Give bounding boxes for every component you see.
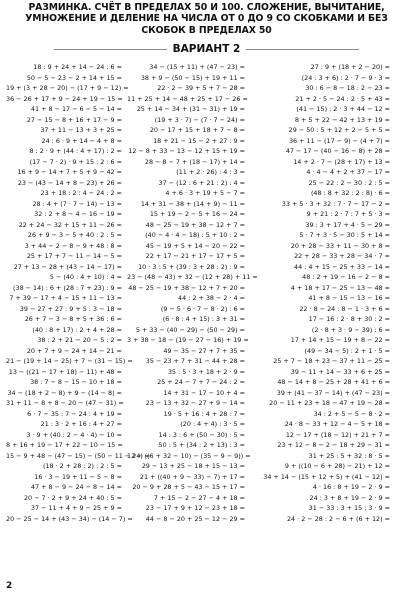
exercise-item: (2 · 8 + 3 · 9 − 39) : 6 = (311, 325, 390, 334)
exercise-item: 15 + 19 − 2 − 5 + 16 − 24 = (149, 210, 245, 218)
exercise-item: 12 − ((6 + 32 − 10) − (35 − 9 − 9)) = (127, 451, 251, 460)
variant-heading (0, 43, 413, 55)
exercise-item: 41 + 8 − 15 − 13 − 16 = (308, 294, 390, 302)
exercise-item: 21 + 2 · 5 − 24 : 2 · 5 + 43 = (295, 94, 390, 103)
exercise-item: 20 + 28 − 33 + 11 − 30 + 8 = (290, 241, 390, 250)
exercise-item: 38 : 7 − 8 − 15 − 10 + 18 = (30, 378, 122, 386)
exercise-item: 11 + 25 + 14 − 48 + 25 + 17 − 26 = (127, 94, 248, 103)
exercise-item: 23 − (43 − 14 + 8 − 23) + 26 = (17, 178, 122, 187)
exercise-item: (17 − 7 · 2) · 9 + 15 : 2 : 6 = (29, 157, 122, 166)
exercise-item: (49 − 34 − 5) : 2 + 1 · 5 = (304, 346, 390, 355)
exercise-item: 4 · 4 − 4 + 2 + 37 − 17 = (306, 168, 390, 176)
exercise-item: 5 + 33 − (40 − 29) − (50 − 29) = (135, 325, 245, 334)
exercise-item: (40 − 4 · 4 − 18) : 5 + 10 : 2 = (145, 231, 245, 239)
exercise-item: 44 − 8 − 20 + 25 − 12 − 29 = (145, 514, 245, 523)
exercise-item: 22 + 24 − 32 + 15 + 11 − 26 = (18, 220, 122, 229)
exercise-item: (20 : 4 + 4) : 3 · 5 = (180, 420, 245, 428)
exercise-item: 22 · 8 − 24 : 8 − 1 · 3 + 6 = (299, 304, 390, 313)
exercise-item: (41 − 15) : 2 · 3 + 44 − 12 = (296, 105, 390, 113)
exercise-item: (38 − 14) : 6 + (28 : 7 + 23) : 9 = (13, 283, 122, 292)
exercise-item: 31 + 11 − 8 + 8 − 20 − (47 − 31) = (6, 399, 124, 407)
exercise-item: 44 : 2 + 38 − 2 · 4 = (178, 294, 245, 302)
exercise-item: 29 − 50 : 5 + 12 + 2 − 5 + 5 = (288, 126, 390, 134)
exercise-item: 17 − 16 : 2 · 8 + 30 : 2 = (308, 315, 390, 323)
exercise-item: 28 : 4 + (7 · 7 − 14) − 13 = (32, 199, 122, 208)
exercise-item: 19 + (3 + 28 − 20) − (17 + 9 − 12) = (6, 84, 129, 92)
exercise-item: 29 − 13 + 25 − 18 + 15 − 13 = (141, 462, 245, 470)
exercise-item: 47 − 17 − (40 − 16 − 8) + 28 = (285, 147, 390, 155)
exercise-item: 37 + 11 − 13 + 3 + 25 = (40, 126, 122, 134)
exercise-item: 7 + 39 − 17 + 4 − 15 + 11 − 13 = (9, 294, 122, 302)
exercise-item: 5 − (40 : 4 + 10) : 4 = (49, 273, 122, 281)
exercise-item: 14 + 2 · 7 − (28 + 17) + 13 = (293, 157, 390, 166)
exercise-item: 25 + 7 − 18 + 23 − 37 + 11 − 25 = (273, 357, 390, 365)
exercise-item: 3 + 38 − 18 − (19 − 27 − 16) + 19 = (127, 336, 249, 344)
exercise-column-2 (127, 62, 258, 524)
exercise-item: 22 · 2 − 39 + 5 + 7 − 28 = (157, 84, 245, 92)
exercise-item: 27 + 13 − 28 + (43 − 14 − 17) = (13, 262, 122, 271)
exercise-item: 8 : 2 · 9 + (44 : 4 + 17) : 2 = (29, 147, 122, 155)
exercise-item: 21 + ((40 + 9 − 33) − 7) + 17 = (139, 472, 245, 481)
exercise-item: 25 + 17 + 7 − 11 − 14 − 5 = (26, 252, 122, 260)
exercise-item: 18 + 21 − 15 − 2 + 27 : 9 = (153, 136, 245, 145)
exercise-item: 48 : 2 + 19 − 16 − 2 − 8 = (302, 273, 390, 281)
exercise-item: 7 + 15 − 2 − 27 − 4 + 18 = (153, 493, 245, 502)
exercise-item: 25 − 22 : 2 − 30 : 2 : 5 = (308, 178, 390, 187)
exercise-item: 39 : 3 + 17 + 4 · 5 − 29 = (305, 220, 390, 229)
exercise-item: 34 − (18 + 2 − 8) + 9 − (14 − 8) = (7, 388, 122, 397)
exercise-item: 12 − 8 + 33 − 13 − 12 + 15 + 19 = (128, 147, 245, 155)
exercise-item: 38 : 2 + 21 − 20 − 5 : 2 = (37, 336, 122, 344)
exercise-item: 36 + 11 − (17 − 9) − (4 + 7) = (288, 136, 390, 145)
exercise-item: 50 − 5 − 23 − 2 + 14 + 15 = (26, 73, 122, 82)
exercise-item: (24 : 3 + 6) : 2 · 7 − 9 · 3 = (301, 73, 390, 82)
exercise-item: 20 − 25 − 14 + (43 − 34) − (14 − 7) = (6, 514, 133, 523)
exercise-item: 49 − 35 − 27 + 7 + 35 = (163, 346, 245, 355)
exercise-item: 31 − 33 : 3 + 15 : 3 · 9 = (308, 504, 390, 512)
exercise-item: 16 · 3 − 19 + 11 − 5 − 8 = (34, 472, 122, 481)
exercise-item: 25 + 14 − 34 + (31 − 31) + 19 = (136, 105, 245, 113)
exercise-item: 45 − 19 + 5 + 14 − 20 − 22 = (145, 241, 245, 250)
page-number: 2 (6, 581, 13, 591)
exercise-item: 4 + 18 + 17 − 25 − 13 − 48 = (290, 283, 390, 292)
exercise-item: 3 · 9 + (40 : 2 − 4 · 4) − 10 = (26, 430, 122, 439)
exercise-item: 23 + 12 − 8 − 2 − 18 + 29 − 31 = (277, 441, 390, 449)
exercise-item: (19 + 3 · 7) − (7 · 7 − 24) = (154, 115, 245, 124)
exercise-item: 41 + 8 − 17 − 6 − 5 − 14 = (30, 105, 122, 113)
exercise-item: 23 − (48 − 43) + 32 − (12 + 28) + 11 = (127, 273, 258, 281)
exercise-item: 33 + 5 · 3 + 32 : 7 · 7 − 17 − 2 = (281, 199, 390, 208)
exercise-item: 39 + (41 − 37 − 14) + (47 − 23) = (276, 388, 390, 397)
exercise-item: 23 − 13 + 32 − 27 + 9 − 14 = (145, 399, 245, 407)
exercise-item: 38 + 9 − (50 − 15) + 19 + 11 = (140, 73, 245, 82)
exercise-item: 8 + 16 + 19 − 17 + 22 − 10 − 15 = (6, 441, 123, 449)
exercise-item: 16 + 9 − 14 + 7 + 5 + 9 − 42 = (17, 168, 122, 176)
exercise-item: (6 · 8 : 4 + 15) : 3 + 31 = (162, 315, 245, 323)
exercise-item: 44 : 4 + 15 − 25 + 33 − 14 = (294, 262, 390, 271)
exercise-item: 37 − 11 + 4 + 9 − 25 + 9 = (30, 504, 122, 512)
exercise-item: 10 · 3 : 5 + (39 : 3 + 28 : 2) : 9 = (138, 262, 245, 271)
exercise-item: 34 + 14 − (15 + 12 + 5) + (41 − 12) = (263, 472, 390, 481)
exercise-item: (48 : 8 + 32 : 2 : 8) · 6 = (310, 189, 390, 197)
exercise-item: 47 + 8 − 9 − 24 − 8 − 14 = (30, 483, 122, 491)
exercise-column-3 (258, 62, 390, 524)
exercise-item: 4 · 16 : 8 + 19 − 2 · 9 = (312, 483, 390, 491)
exercise-item: 6 · 7 − 35 : 7 − 24 : 4 + 19 = (27, 409, 122, 418)
exercise-item: (9 − 5 · 6 · 7 − 8 · 2) : 6 = (160, 304, 245, 313)
exercise-item: 8 + 5 + 22 − 42 + 13 + 19 = (294, 115, 390, 124)
exercise-item: 19 · 5 + 16 : 4 + 28 : 7 = (163, 409, 245, 418)
exercise-item: 21 : 3 · 2 + 16 : 4 + 27 = (40, 420, 122, 428)
exercise-item: 9 + ((10 − 6 + 28) − 21) + 12 = (284, 462, 390, 470)
exercise-item: 50 : 5 + (34 : 2 + 13) : 3 = (158, 441, 245, 449)
exercise-item: 48 − 25 − 19 + 38 − 12 + 7 = (145, 220, 245, 229)
exercise-item: 9 + 21 : 2 · 7 : 7 + 5 · 3 = (306, 210, 390, 218)
exercise-item: 31 + 25 : 5 + 32 : 8 · 5 = (308, 451, 390, 460)
exercise-item: 20 − 11 + 23 + 18 − 47 + 19 − 28 = (269, 399, 390, 407)
exercise-item: 4 + 6 · 3 + 19 + 5 − 7 = (165, 189, 245, 197)
exercise-item: 35 − 23 + 7 + 31 − 44 + 28 = (145, 357, 245, 365)
exercise-item: 25 + 24 − 7 + 7 − 24 : 2 = (157, 378, 245, 386)
exercise-item: 17 + 14 + 15 − 19 + 8 − 22 = (290, 336, 390, 344)
exercise-item: 20 − 9 + 28 + 5 − 43 − 15 + 17 = (132, 483, 245, 491)
exercise-item: 18 : 9 + 24 + 14 − 24 : 6 = (33, 63, 122, 71)
exercise-item: 30 : 6 − 8 − 18 : 2 − 23 = (305, 84, 390, 92)
exercise-item: 34 : 2 + 5 − 5 − 8 · 2 = (313, 409, 390, 418)
exercise-item: 15 − 9 + 48 − (47 − 15) − (50 − 11 − 24) = (6, 451, 151, 460)
exercise-item: 24 : 6 · 9 + 14 − 4 + 8 = (41, 136, 122, 145)
exercise-item: 5 · 7 + 3 · 5 − 30 : 5 + 14 = (299, 231, 390, 239)
exercise-item: 13 − ((21 − 17 + 18) − 11) + 48 = (8, 367, 122, 376)
exercise-item: 28 − 8 − 7 + (18 − 17) + 14 = (144, 157, 245, 166)
exercise-item: 24 : 3 + 8 + 19 − 2 · 9 = (309, 493, 390, 502)
exercise-item: 37 − (12 : 6 + 21 : 2) : 4 = (158, 178, 245, 187)
exercise-item: 12 − 17 + (18 − 12) + 21 + 7 = (285, 430, 390, 439)
exercise-item: 36 − 26 + 17 + 9 − 24 + 19 − 15 = (6, 94, 123, 103)
exercise-item: 20 − 7 · 2 + 9 + 24 + 40 : 5 = (23, 493, 122, 502)
exercise-item: (40 : 8 + 17) : 2 + 4 + 28 = (32, 325, 122, 334)
exercise-item: 48 − 25 − 19 + 38 − 12 + 7 + 20 = (128, 283, 245, 292)
exercise-item: 20 + 7 + 9 − 24 + 14 − 21 = (26, 346, 122, 355)
exercise-item: 26 + 7 − 3 − 8 + 5 + 36 : 6 = (24, 315, 122, 323)
exercise-item: (18 · 2 + 28 : 2) : 2 : 5 = (42, 462, 122, 470)
exercise-item: 3 + 44 − 2 − 8 − 9 + 48 : 8 = (24, 241, 122, 250)
exercise-item: 23 − 17 + 9 + 12 − 23 + 18 = (145, 504, 245, 512)
exercise-item: 24 · 2 − 28 : 2 − 6 + (6 + 12) = (286, 514, 390, 523)
exercise-item: 34 − (15 + 11) + (47 − 23) = (149, 63, 245, 71)
exercise-item: 20 − 17 + 15 + 18 + 7 − 8 = (149, 126, 245, 134)
exercise-item: 14 : 3 : 6 + (50 − 30) : 5 = (158, 430, 245, 439)
exercise-item: 32 : 2 + 8 − 4 − 16 − 19 = (34, 210, 122, 218)
exercise-item: 27 − 15 − 8 + 16 + 17 − 9 = (26, 115, 122, 124)
exercise-item: 24 · 8 − 33 + 12 − 4 − 5 + 18 = (284, 420, 390, 428)
variant-label: ВАРИАНТ 2 (167, 43, 247, 55)
page-title: РАЗМИНКА. СЧЁТ В ПРЕДЕЛАХ 50 И 100. СЛОЖЕНИЕ, ВЫЧИТАНИЕ, УМНОЖЕНИЕ И ДЕЛЕНИЕ НА ЧИСЛА ОТ 0 ДО 9 СО СКОБКАМИ И БЕЗ СКОБОК В ПРЕДЕЛАХ 50 (25, 2, 388, 36)
exercise-item: 22 + 28 − 33 + 28 − 34 · 7 = (294, 252, 390, 260)
exercise-item: 27 : 9 + (18 + 2 − 20) = (310, 63, 390, 71)
exercise-item: 23 + 18 : 2 : 4 − 24 : 2 = (40, 189, 122, 197)
exercise-item: 14 + 31 − 38 + (14 + 9) − 11 = (140, 199, 245, 208)
exercise-item: 26 + 9 − 3 − 5 + 40 : 2 : 5 = (27, 231, 122, 239)
exercise-item: (11 + 2 · 26) : 4 : 3 = (176, 168, 245, 176)
exercise-item: 35 : 5 · 3 + 18 + 2 · 9 = (167, 367, 245, 376)
exercise-item: 14 + 31 − 17 − 10 + 4 = (163, 388, 245, 397)
exercise-item: 22 + 17 − 21 + 17 − 17 + 5 = (145, 252, 245, 260)
exercise-item: 39 − 11 + 14 − 33 + 6 + 25 = (290, 367, 390, 376)
exercise-item: 48 − 14 + 8 − 25 + 28 + 41 + 6 = (277, 378, 390, 386)
exercise-item: 21 − (19 + 14 − 25) + 7 − (31 − 15) = (6, 357, 133, 365)
exercise-item: 39 − 27 + 27 : 9 + 5 : 3 − 18 = (19, 304, 122, 313)
exercise-column-1 (6, 62, 151, 524)
